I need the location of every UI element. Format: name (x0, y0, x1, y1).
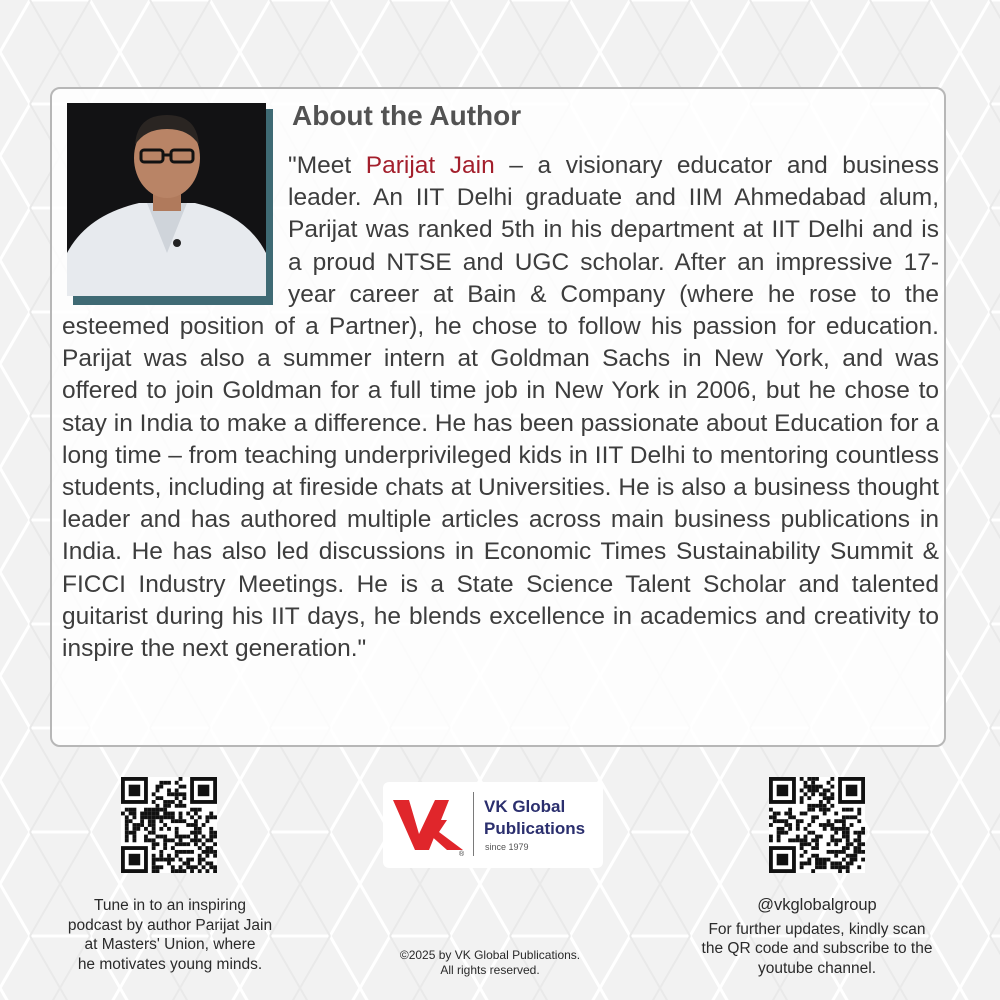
podcast-caption-line: he motivates young minds. (77, 955, 263, 973)
youtube-caption-line: youtube channel. (757, 959, 877, 977)
copyright-line: ©2025 by VK Global Publications. (399, 948, 581, 962)
author-name: Parijat Jain (365, 152, 495, 179)
podcast-caption-line: at Masters' Union, where (84, 936, 256, 953)
youtube-caption (672, 896, 962, 978)
logo-divider (473, 792, 474, 856)
podcast-caption-line: podcast by author Parijat Jain (67, 916, 273, 934)
social-handle: @vkglobalgroup (757, 896, 877, 914)
publisher-name (484, 796, 585, 840)
page-title: About the Author (292, 100, 522, 131)
youtube-qr-code[interactable] (769, 777, 865, 873)
publisher-since: since 1979 (485, 842, 529, 852)
youtube-caption-line: the QR code and subscribe to the (701, 940, 933, 957)
publisher-logo (383, 782, 603, 868)
vk-logo-mark (389, 790, 471, 860)
podcast-caption-line: Tune in to an inspiring (94, 897, 246, 914)
youtube-caption-line: For further updates, kindly scan (708, 920, 926, 938)
author-bio (62, 150, 939, 665)
publisher-name-line: VK Global (484, 797, 566, 816)
photo-wrap-spacer (62, 150, 288, 311)
podcast-caption (40, 896, 300, 974)
copyright-notice (380, 948, 600, 978)
podcast-qr-code[interactable] (121, 777, 217, 873)
bio-prefix: "Meet (288, 152, 366, 179)
copyright-line: All rights reserved. (440, 963, 540, 977)
registered-mark: ® (459, 851, 465, 858)
publisher-name-line: Publications (484, 819, 586, 838)
bio-body: – a visionary educator and business leader. An IIT Delhi graduate and IIM Ahmedabad alum, Parijat was ranked 5th in his department at IIT Delhi and is a proud NTSE and UGC scholar. After an impressive 17-year career at Bain & Company (where he rose to the esteemed position of a Partner), he chose to follow his passion for education. Parijat was also a summer intern at Goldman Sachs in New York, and was offered to join Goldman for a full time job in New York in 2006, but he chose to stay in India to make a difference. He has been passionate about Education for a long time – from teaching underprivileged kids in IIT Delhi to mentoring countless students, including at fireside chats at Universities. He is also a business thought leader and has authored multiple articles across main business publications in India. He has also led discussions in Economic Times Sustainability Summit & FICCI Industry Meetings. He is a State Science Talent Scholar and talented guitarist during his IIT days, he blends excellence in academics and creativity to inspire the next generation." (62, 152, 939, 663)
